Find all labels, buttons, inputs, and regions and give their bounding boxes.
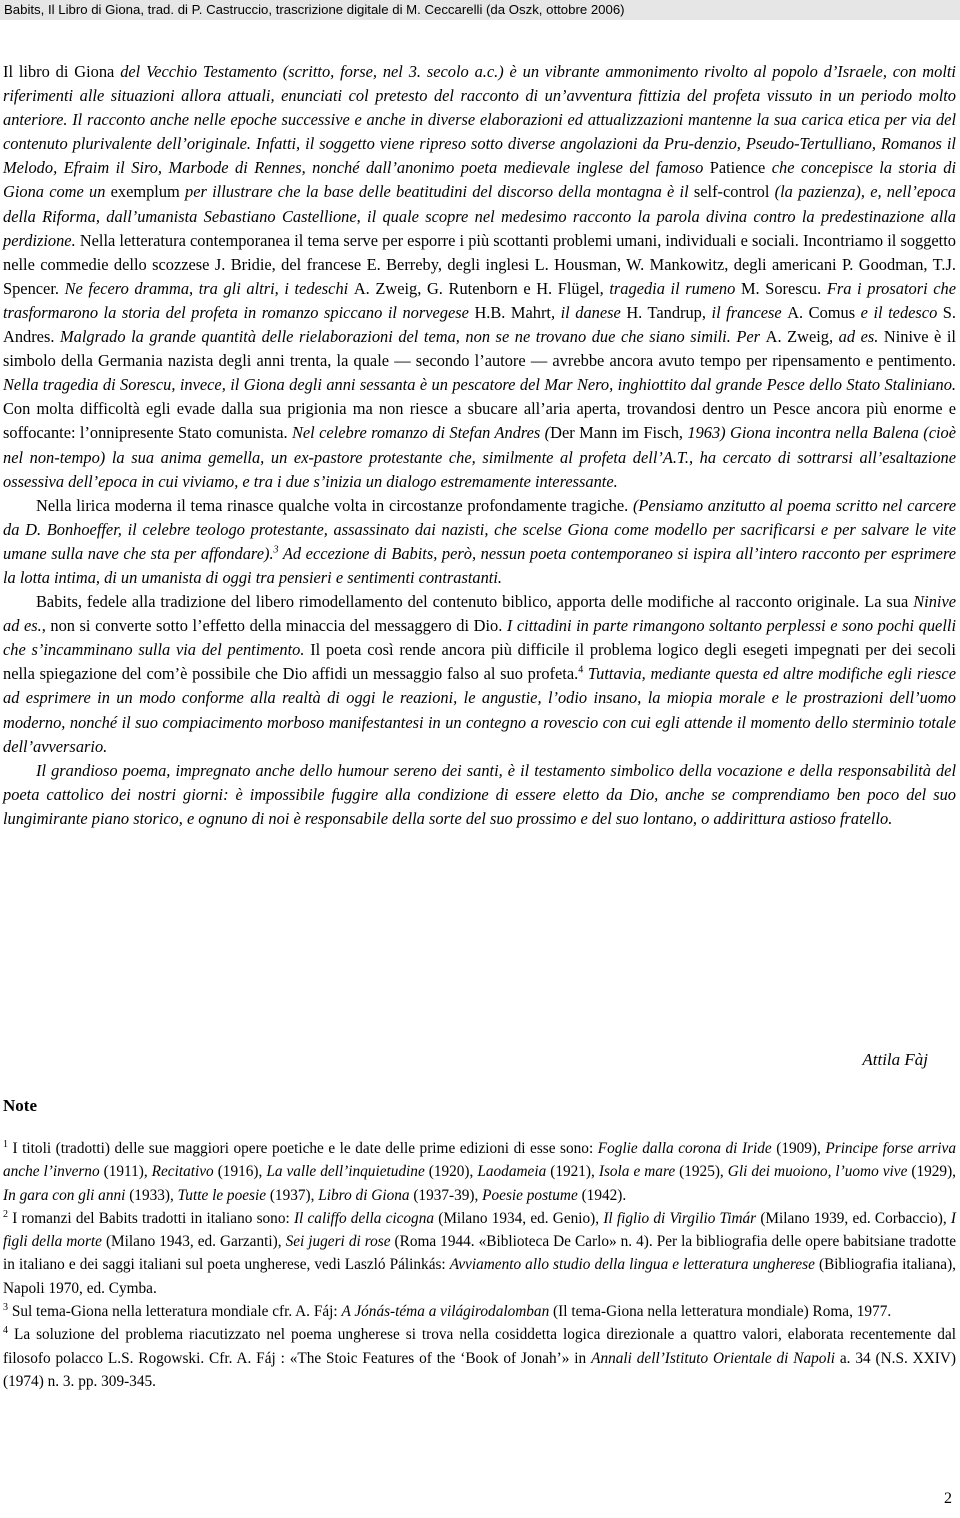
footnote-2: $^2$ I romanzi del Babits tradotti in italiano sono: Il califfo della cicogna (Milano 1934, ed. Genio), Il figlio di Virgilio Timár (Milano 1939, ed. Corbaccio), I figli della morte (Milano 1943, ed. Garzanti), Sei jugeri di rose (Roma 1944. «Biblioteca De Carlo» n. 4). Per la bibliografia delle opere babitsiane tradotte in italiano e dei saggi italiani sul poeta ungherese, vedi Laszló Pálinkás: Avviamento allo studio della lingua e letteratura ungherese (Bibliografia italiana), Napoli 1970, ed. Cymba. [3,1208,957,1297]
footnote-1: $^1$ I titoli (tradotti) delle sue maggiori opere poetiche e le date delle prime edizioni di esse sono: Foglie dalla corona di Iride (1909), Principe forse arriva anche l’inverno (1911), Recitativo (1916), La valle dell’inquietudine (1920), Laodameia (1921), Isola e mare (1925), Gli dei muoiono, l’uomo vive (1929), In gara con gli anni (1933), Tutte le poesie (1937), Libro di Giona (1937-39), Poesie postume (1942). [3,1138,956,1204]
paragraph-2: Nella lirica moderna il tema rinasce qualche volta in circostanze profondamente tragiche. (Pensiamo anzitutto al poema scritto nel carcere da D. Bonhoeffer, il celebre teologo protestante, assassinato dai nazisti, che scelse Giona come modello per sacrificarsi e per salvare le vite umane sulla nave che sta per affondare).$^3$ Ad eccezione di Babits, però, nessun poeta contemporaneo si ispira all’intero racconto per esprimere la lotta intima, di un umanista di oggi tra pensieri e sentimenti contrastanti. [3,495,957,587]
essay-body [3,60,956,831]
footnote-ref-3[interactable]: 3 [273,544,279,556]
paragraph-1: Il libro di Giona del Vecchio Testamento (scritto, forse, nel 3. secolo a.c.) è un vibrante ammonimento rivolto al popolo d’Israele, con molti riferimenti alle situazioni allora attuali, enunciati col pretesto del racconto di un’avventura fittizia del profeta vissuto in un periodo molto anteriore. Il racconto anche nelle epoche successive e anche in diverse elaborazioni ed attualizzazioni mantenne la sua carica etica per via del contenuto plurivalente dell’originale. Infatti, il soggetto viene ripreso sotto diverse angolazioni da Pru-denzio, Pseudo-Tertulliano, Romanos il Melodo, Efraim il Siro, Marbode di Rennes, nonché dall’anonimo poeta medievale inglese del famoso Patience che concepisce la storia di Giona come un exemplum per illustrare che la base delle beatitudini del discorso della montagna è il self-control (la pazienza), e, nell’epoca della Riforma, dall’umanista Sebastiano Castellione, il quale scopre nel medesimo racconto la parola divina contro la predestinazione alla perdizione. Nella letteratura contemporanea il tema serve per esporre i più scottanti problemi umani, individuali e sociali. Incontriamo il soggetto nelle commedie dello scozzese J. Bridie, del francese E. Berreby, degli inglesi L. Housman, W. Mankowitz, degli americani P. Goodman, T.J. Spencer. Ne fecero dramma, tra gli altri, i tedeschi A. Zweig, G. Rutenborn e H. Flügel, tragedia il rumeno M. Sorescu. Fra i prosatori che trasformarono la storia del profeta in romanzo spiccano il norvegese H.B. Mahrt, il danese H. Tandrup, il francese A. Comus e il tedesco S. Andres. Malgrado la grande quantità delle rielaborazioni del tema, non se ne trovano due che siano simili. Per A. Zweig, ad es. Ninive è il simbolo della Germania nazista degli anni trenta, la quale — secondo l’autore — avrebbe ancora avuto tempo per ripensamento e pentimento. Nella tragedia di Sorescu, invece, il Giona degli anni sessanta è un pescatore del Mar Nero, inghiottito dal grande Pesce dello Stato Staliniano. Con molta difficoltà egli evade dalla sua prigionia ma non riesce a sbucare all’aria aperta, trovandosi dentro un Pesce ancora più enorme e soffocante: l’onnipresente Stato comunista. Nel celebre romanzo di Stefan Andres (Der Mann im Fisch, 1963) Giona incontra nella Balena (cioè nel non-tempo) la sua anima gemella, un ex-pastore protestante che, similmente al profeta dell’A.T., ha cercato di sottrarsi all’esaltazione ossessiva dell’epoca in cui viviamo, e tra i due s’inizia un dialogo estremamente interessante. [3,62,957,491]
paragraph-3: Babits, fedele alla tradizione del libero rimodellamento del contenuto biblico, apporta delle modifiche al racconto originale. La sua Ninive ad es., non si converte sotto l’effetto della minaccia del messaggero di Dio. I cittadini in parte rimangono soltanto perplessi e sono pochi quelli che s’incamminano sulla via del pentimento. Il poeta così rende ancora più difficile il problema logico degli esegeti impegnati per dei secoli nella spiegazione del com’è possibile che Dio affidi un messaggio falso al suo profeta.$^4$ Tuttavia, mediante questa ed altre modifiche egli riesce ad esprimere in un modo conforme alla realtà di oggi le reazioni, le angustie, l’odio insano, la miopia morale e le prostrazioni dell’uomo moderno, nonché il suo compiacimento morboso manifestantesi in un contegno a rovescio con cui egli attende il momento dello sterminio totale dell’avversario. [3,592,956,756]
author-signature: Attila Fàj [862,1050,928,1069]
footnote-ref-4[interactable]: 4 [578,664,584,676]
document-header-text: Babits, Il Libro di Giona, trad. di P. Castruccio, trascrizione digitale di M. Ceccarelli (da Oszk, ottobre 2006) [4,2,625,17]
footnote-4: $^4$ La soluzione del problema riacutizzato nel poema ungherese si trova nella cosiddetta logica direzionale a quattro valori, elaborata recentemente dal filosofo polacco L.S. Rogowski. Cfr. A. Fáj : «The Stoic Features of the ‘Book of Jonah’» in Annali dell’Istituto Orientale di Napoli a. 34 (N.S. XXIV) (1974) n. 3. pp. 309-345. [3,1325,957,1390]
document-header-bar [0,0,960,20]
footnote-3: $^3$ Sul tema-Giona nella letteratura mondiale cfr. A. Fáj: A Jónás-téma a világirodalomban (Il tema-Giona nella letteratura mondiale) Roma, 1977. [3,1301,892,1321]
footnotes [3,1137,956,1393]
page-number: 2 [944,1490,952,1507]
notes-heading: Note [3,1096,37,1115]
paragraph-4: Il grandioso poema, impregnato anche dello humour sereno dei santi, è il testamento simbolico della vocazione e della responsabilità del poeta cattolico dei nostri giorni: è impossibile fuggire alla condizione di essere eletto da Dio, anche se comprendiamo ben poco del suo lungimirante piano storico, e ognuno di noi è responsabile della sorte del suo prossimo e del suo lontano, o addirittura astioso fratello. [3,760,956,828]
